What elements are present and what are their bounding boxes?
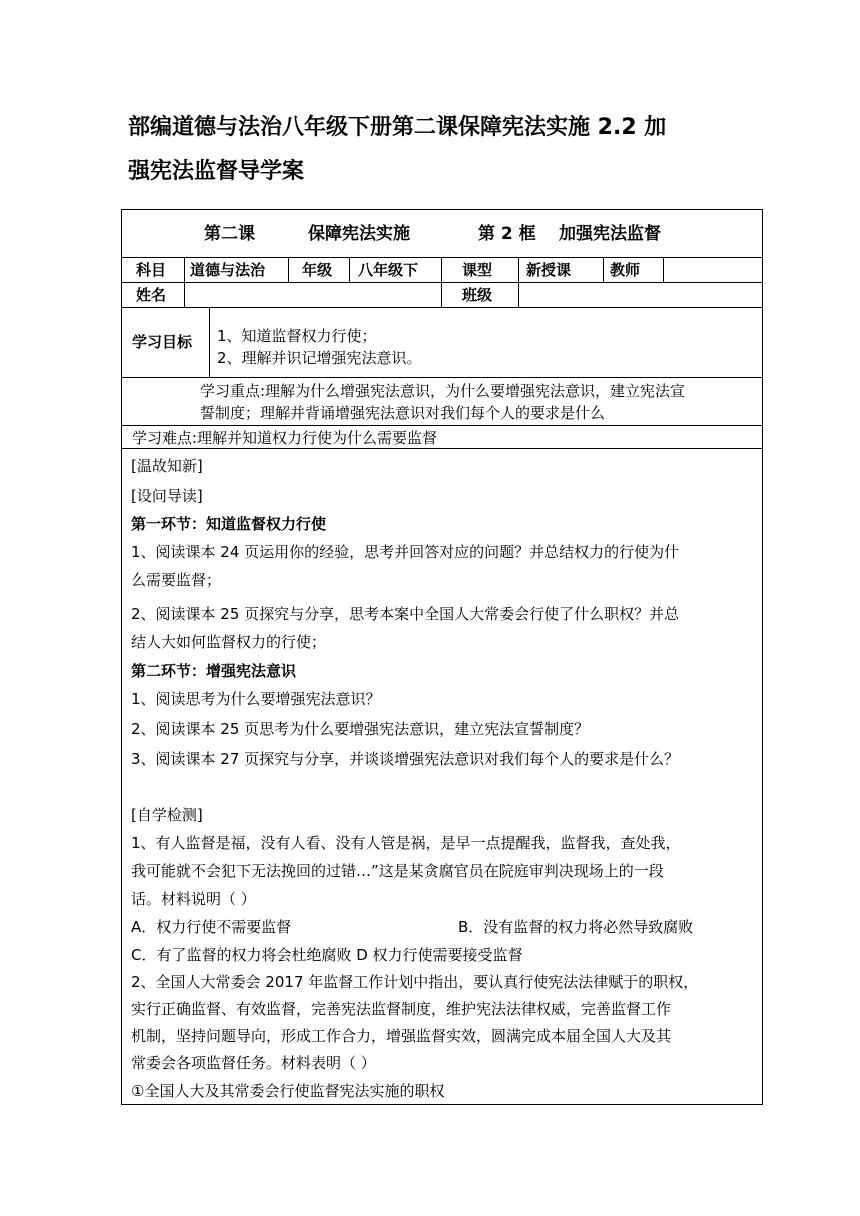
objective-item: 2、理解并识记增强宪法意识。 bbox=[217, 349, 422, 367]
frame-number: 第 2 框 bbox=[478, 224, 536, 244]
document-title-line1: 部编道德与法治八年级下册第二课保障宪法实施 2.2 加 bbox=[128, 115, 667, 140]
lesson-name: 保障宪法实施 bbox=[308, 224, 410, 244]
step2-question: 2、阅读课本 25 页思考为什么要增强宪法意识，建立宪法宣誓制度？ bbox=[131, 720, 590, 738]
question-2: 2、全国人大常委会 2017 年监督工作计划中指出，要认真行使宪法法律赋于的职权， bbox=[131, 973, 699, 991]
teacher-label: 教师 bbox=[610, 261, 641, 279]
col-divider bbox=[518, 257, 519, 307]
option-cd: C．有了监督的权力将会杜绝腐败 D 权力行使需要接受监督 bbox=[131, 946, 523, 964]
section-guide: [设问导读] bbox=[131, 487, 203, 505]
col-divider bbox=[184, 257, 185, 307]
document-title-line2: 强宪法监督导学案 bbox=[128, 159, 305, 184]
col-divider bbox=[441, 257, 442, 307]
type-label: 课型 bbox=[462, 261, 493, 279]
grade-value: 八年级下 bbox=[358, 261, 419, 279]
step2-title: 第二环节：增强宪法意识 bbox=[131, 662, 297, 680]
question-2: 常委会各项监督任务。材料表明（ ） bbox=[131, 1054, 376, 1072]
question-2-option: ①全国人大及其常委会行使监督宪法实施的职权 bbox=[131, 1082, 445, 1100]
col-divider bbox=[288, 257, 289, 282]
step1-question: 1、阅读课本 24 页运用你的经验，思考并回答对应的问题？并总结权力的行使为什 bbox=[131, 543, 680, 561]
name-label: 姓名 bbox=[136, 286, 167, 304]
step1-title: 第一环节：知道监督权力行使 bbox=[131, 515, 327, 533]
key-points-line2: 誓制度；理解并背诵增强宪法意识对我们每个人的要求是什么 bbox=[200, 404, 606, 422]
row-divider bbox=[122, 257, 762, 258]
step1-question: 2、阅读课本 25 页探究与分享，思考本案中全国人大常委会行使了什么职权？并总 bbox=[131, 605, 680, 623]
document-title bbox=[128, 106, 768, 194]
objective-item: 1、知道监督权力行使； bbox=[217, 327, 377, 345]
col-divider bbox=[349, 257, 350, 282]
option-a: A．权力行使不需要监督 bbox=[131, 918, 292, 936]
key-points-line1: 学习重点:理解为什么增强宪法意识，为什么要增强宪法意识，建立宪法宣 bbox=[200, 382, 686, 400]
question-2: 实行正确监督、有效监督，完善宪法监督制度，维护宪法法律权威，完善监督工作 bbox=[131, 1000, 672, 1018]
question-1: 1、有人监督是福，没有人看、没有人管是祸，是早一点提醒我，监督我，查处我， bbox=[131, 834, 681, 852]
question-2: 机制，坚持问题导向，形成工作合力，增强监督实效，圆满完成本届全国人大及其 bbox=[131, 1027, 672, 1045]
row-divider bbox=[122, 377, 762, 378]
frame-name: 加强宪法监督 bbox=[559, 224, 661, 244]
objectives-label: 学习目标 bbox=[132, 333, 193, 351]
grade-label: 年级 bbox=[302, 261, 333, 279]
class-label: 班级 bbox=[462, 286, 493, 304]
row-divider bbox=[122, 307, 762, 308]
row-divider bbox=[122, 425, 762, 426]
question-1: 我可能就不会犯下无法挽回的过错…”这是某贪腐官员在院庭审判决现场上的一段 bbox=[131, 862, 664, 880]
section-review: [温故知新] bbox=[131, 457, 203, 475]
subject-value: 道德与法治 bbox=[190, 261, 266, 279]
col-divider bbox=[663, 257, 664, 282]
type-value: 新授课 bbox=[526, 261, 572, 279]
lesson-number: 第二课 bbox=[204, 224, 255, 244]
step1-question: 么需要监督； bbox=[131, 571, 222, 589]
section-self-test: [自学检测] bbox=[131, 806, 203, 824]
option-b: B．没有监督的权力将必然导致腐败 bbox=[458, 918, 694, 936]
col-divider bbox=[603, 257, 604, 282]
subject-label: 科目 bbox=[136, 261, 167, 279]
question-1: 话。材料说明（ ） bbox=[131, 890, 256, 908]
step1-question: 结人大如何监督权力的行使； bbox=[131, 633, 327, 651]
row-divider bbox=[122, 282, 762, 283]
col-divider bbox=[209, 307, 210, 377]
difficulty-text: 学习难点:理解并知道权力行使为什么需要监督 bbox=[132, 429, 438, 447]
row-divider bbox=[122, 448, 762, 449]
step2-question: 3、阅读课本 27 页探究与分享，并谈谈增强宪法意识对我们每个人的要求是什么？ bbox=[131, 750, 680, 768]
step2-question: 1、阅读思考为什么要增强宪法意识？ bbox=[131, 690, 381, 708]
lesson-table bbox=[121, 209, 763, 1105]
